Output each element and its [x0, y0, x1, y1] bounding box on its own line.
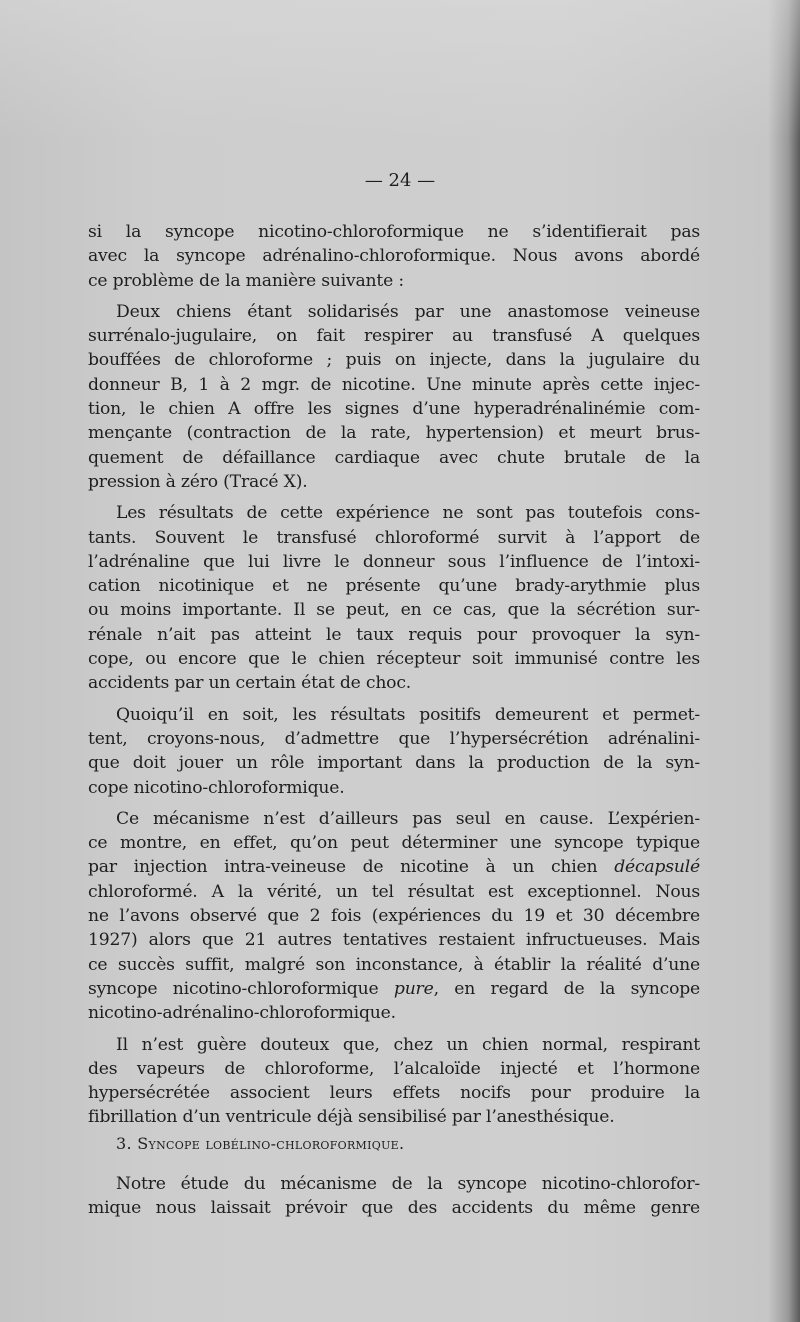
text-line: ce succès suffit, malgré son inconstance, à établir la réalité d’une: [88, 954, 700, 975]
paragraph: [88, 1172, 700, 1221]
text-line: pression à zéro (Tracé X).: [88, 471, 308, 492]
text-line: cope nicotino-chloroformique.: [88, 777, 345, 798]
text-line: quement de défaillance cardiaque avec chute brutale de la: [88, 447, 700, 468]
text-line: mençante (contraction de la rate, hypertension) et meurt brus-: [88, 423, 700, 444]
text-line: [88, 977, 700, 1001]
text-line: mique nous laissait prévoir que des accidents du même genre: [88, 1198, 700, 1219]
text-line: Deux chiens étant solidarisés par une anastomose veineuse: [116, 301, 700, 322]
italic-word: pure: [393, 978, 434, 999]
text-line: bouffées de chloroforme ; puis on injecte, dans la jugulaire du: [88, 350, 700, 371]
text-line: Il n’est guère douteux que, chez un chien normal, respirant: [116, 1034, 700, 1055]
text-line: que doit jouer un rôle important dans la production de la syn-: [88, 753, 700, 774]
page-shading: [0, 0, 800, 140]
text-run: , en regard de la syncope: [433, 978, 701, 999]
text-line: fibrillation d’un ventricule déjà sensibilisé par l’anesthésique.: [88, 1107, 615, 1128]
text-line: Ce mécanisme n’est d’ailleurs pas seul en cause. L’expérien-: [116, 808, 700, 829]
document-body: [88, 220, 700, 1137]
text-line: hypersécrétée associent leurs effets nocifs pour produire la: [88, 1083, 700, 1104]
page-number: — 24 —: [364, 170, 436, 191]
text-line: surrénalo-jugulaire, on fait respirer au transfusé A quelques: [88, 326, 700, 347]
text-line: 1927) alors que 21 autres tentatives restaient infructueuses. Mais: [88, 930, 700, 951]
text-line: des vapeurs de chloroforme, l’alcaloïde injecté et l’hormone: [88, 1058, 700, 1079]
text-line: [88, 855, 700, 879]
paragraph: [88, 501, 700, 695]
italic-word: décapsulé: [614, 857, 700, 878]
text-line: tion, le chien A offre les signes d’une hyperadrénalinémie com-: [88, 399, 700, 420]
text-line: ce montre, en effet, qu’on peut déterminer une syncope typique: [88, 833, 700, 854]
text-line: chloroformé. A la vérité, un tel résultat est exceptionnel. Nous: [88, 881, 700, 902]
text-run: par injection intra-veineuse de nicotine à un chien: [88, 857, 598, 878]
text-line: si la syncope nicotino-chloroformique ne s’identifierait pas: [88, 222, 700, 242]
paragraph: [88, 1033, 700, 1130]
text-line: Quoiqu’il en soit, les résultats positifs demeurent et permet-: [116, 704, 700, 725]
text-line: l’adrénaline que lui livre le donneur sous l’influence de l’intoxi-: [88, 551, 700, 572]
text-line: Les résultats de cette expérience ne sont pas toutefois cons-: [116, 503, 700, 524]
text-line: tants. Souvent le transfusé chloroformé survit à l’apport de: [88, 527, 700, 548]
text-line: Notre étude du mécanisme de la syncope nicotino-chlorofor-: [116, 1174, 700, 1194]
paragraph: [88, 300, 700, 494]
text-line: ou moins importante. Il se peut, en ce cas, que la sécrétion sur-: [88, 600, 700, 621]
text-run: syncope nicotino-chloroformique: [88, 978, 379, 999]
text-line: cope, ou encore que le chien récepteur soit immunisé contre les: [88, 649, 700, 670]
text-line: rénale n’ait pas atteint le taux requis pour provoquer la syn-: [88, 624, 700, 645]
paragraph: [88, 220, 700, 293]
text-line: accidents par un certain état de choc.: [88, 673, 412, 694]
text-line: donneur B, 1 à 2 mgr. de nicotine. Une minute après cette injec-: [88, 374, 700, 395]
text-line: ne l’avons observé que 2 fois (expériences du 19 et 30 décembre: [88, 906, 700, 927]
section-heading: 3. Syncope lobélino-chloroformique.: [116, 1134, 405, 1153]
paragraph: [88, 703, 700, 800]
text-line: tent, croyons-nous, d’admettre que l’hypersécrétion adrénalini-: [88, 728, 700, 749]
paragraph: [88, 807, 700, 1026]
text-line: cation nicotinique et ne présente qu’une brady-arythmie plus: [88, 576, 700, 597]
text-line: ce problème de la manière suivante :: [88, 270, 404, 291]
text-line: nicotino-adrénalino-chloroformique.: [88, 1003, 396, 1024]
text-line: avec la syncope adrénalino-chloroformique. Nous avons abordé: [88, 246, 700, 267]
